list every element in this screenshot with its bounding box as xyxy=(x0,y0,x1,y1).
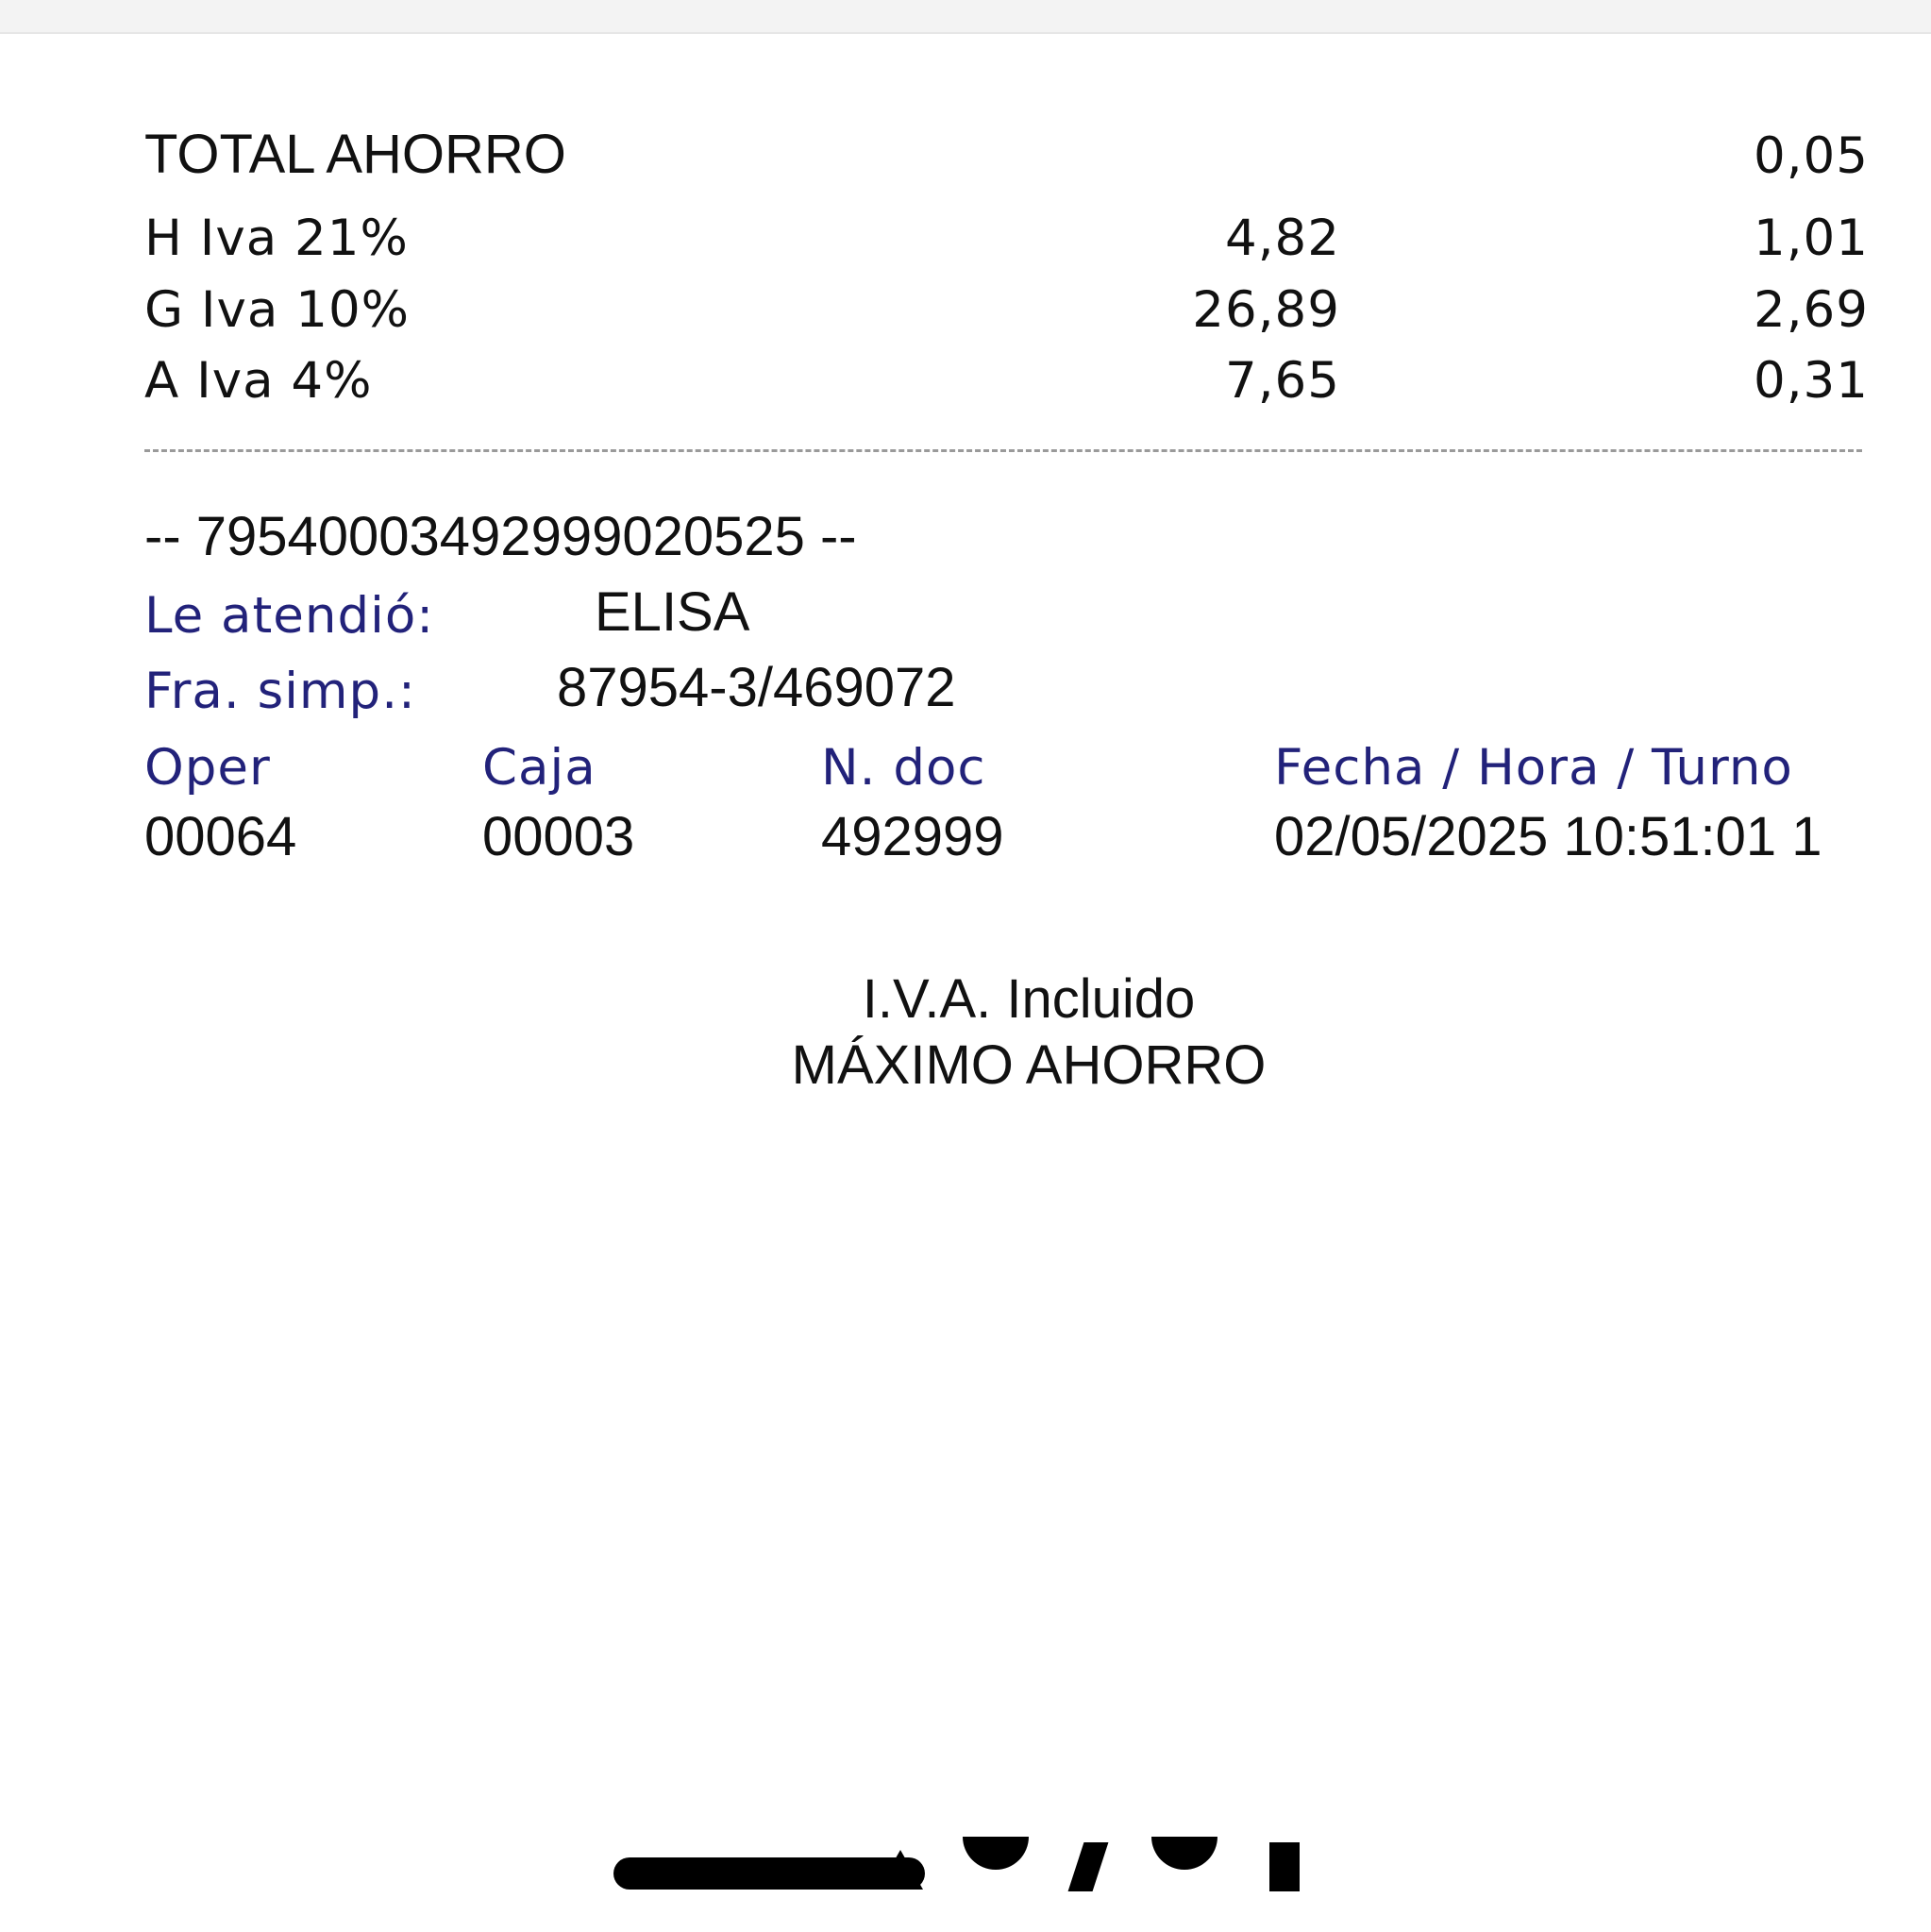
datetime-shift-label: Fecha / Hora / Turno xyxy=(1274,739,1793,797)
vat-row-label: H Iva 21% xyxy=(144,210,409,267)
attendant-label: Le atendió: xyxy=(144,587,435,645)
ndoc-label: N. doc xyxy=(821,739,986,797)
oper-value: 00064 xyxy=(144,806,297,867)
vat-row-label: G Iva 10% xyxy=(144,281,411,339)
vat-row-base: 26,89 xyxy=(1192,281,1340,339)
vat-row-tax: 2,69 xyxy=(1753,281,1869,339)
caja-value: 00003 xyxy=(482,806,635,867)
vat-included-note: I.V.A. Incluido xyxy=(862,968,1196,1030)
caja-label: Caja xyxy=(482,739,596,797)
vat-row-tax: 1,01 xyxy=(1753,210,1869,267)
dashed-divider xyxy=(144,449,1862,452)
vat-row-base: 4,82 xyxy=(1224,210,1340,267)
slogan: MÁXIMO AHORRO xyxy=(791,1034,1267,1096)
vat-row-label: A Iva 4% xyxy=(144,352,373,410)
simplified-invoice-label: Fra. simp.: xyxy=(144,663,416,720)
vat-row-base: 7,65 xyxy=(1224,352,1340,410)
datetime-shift-value: 02/05/2025 10:51:01 1 xyxy=(1274,806,1822,867)
ticket-code: -- 79540003492999020525 -- xyxy=(144,506,857,567)
attendant-value: ELISA xyxy=(595,581,750,643)
simplified-invoice-value: 87954-3/469072 xyxy=(557,657,956,718)
total-savings-label: TOTAL AHORRO xyxy=(144,124,566,185)
ndoc-value: 492999 xyxy=(821,806,1004,867)
total-savings-value: 0,05 xyxy=(1753,127,1869,185)
oper-label: Oper xyxy=(144,739,271,797)
vat-row-tax: 0,31 xyxy=(1753,352,1869,410)
